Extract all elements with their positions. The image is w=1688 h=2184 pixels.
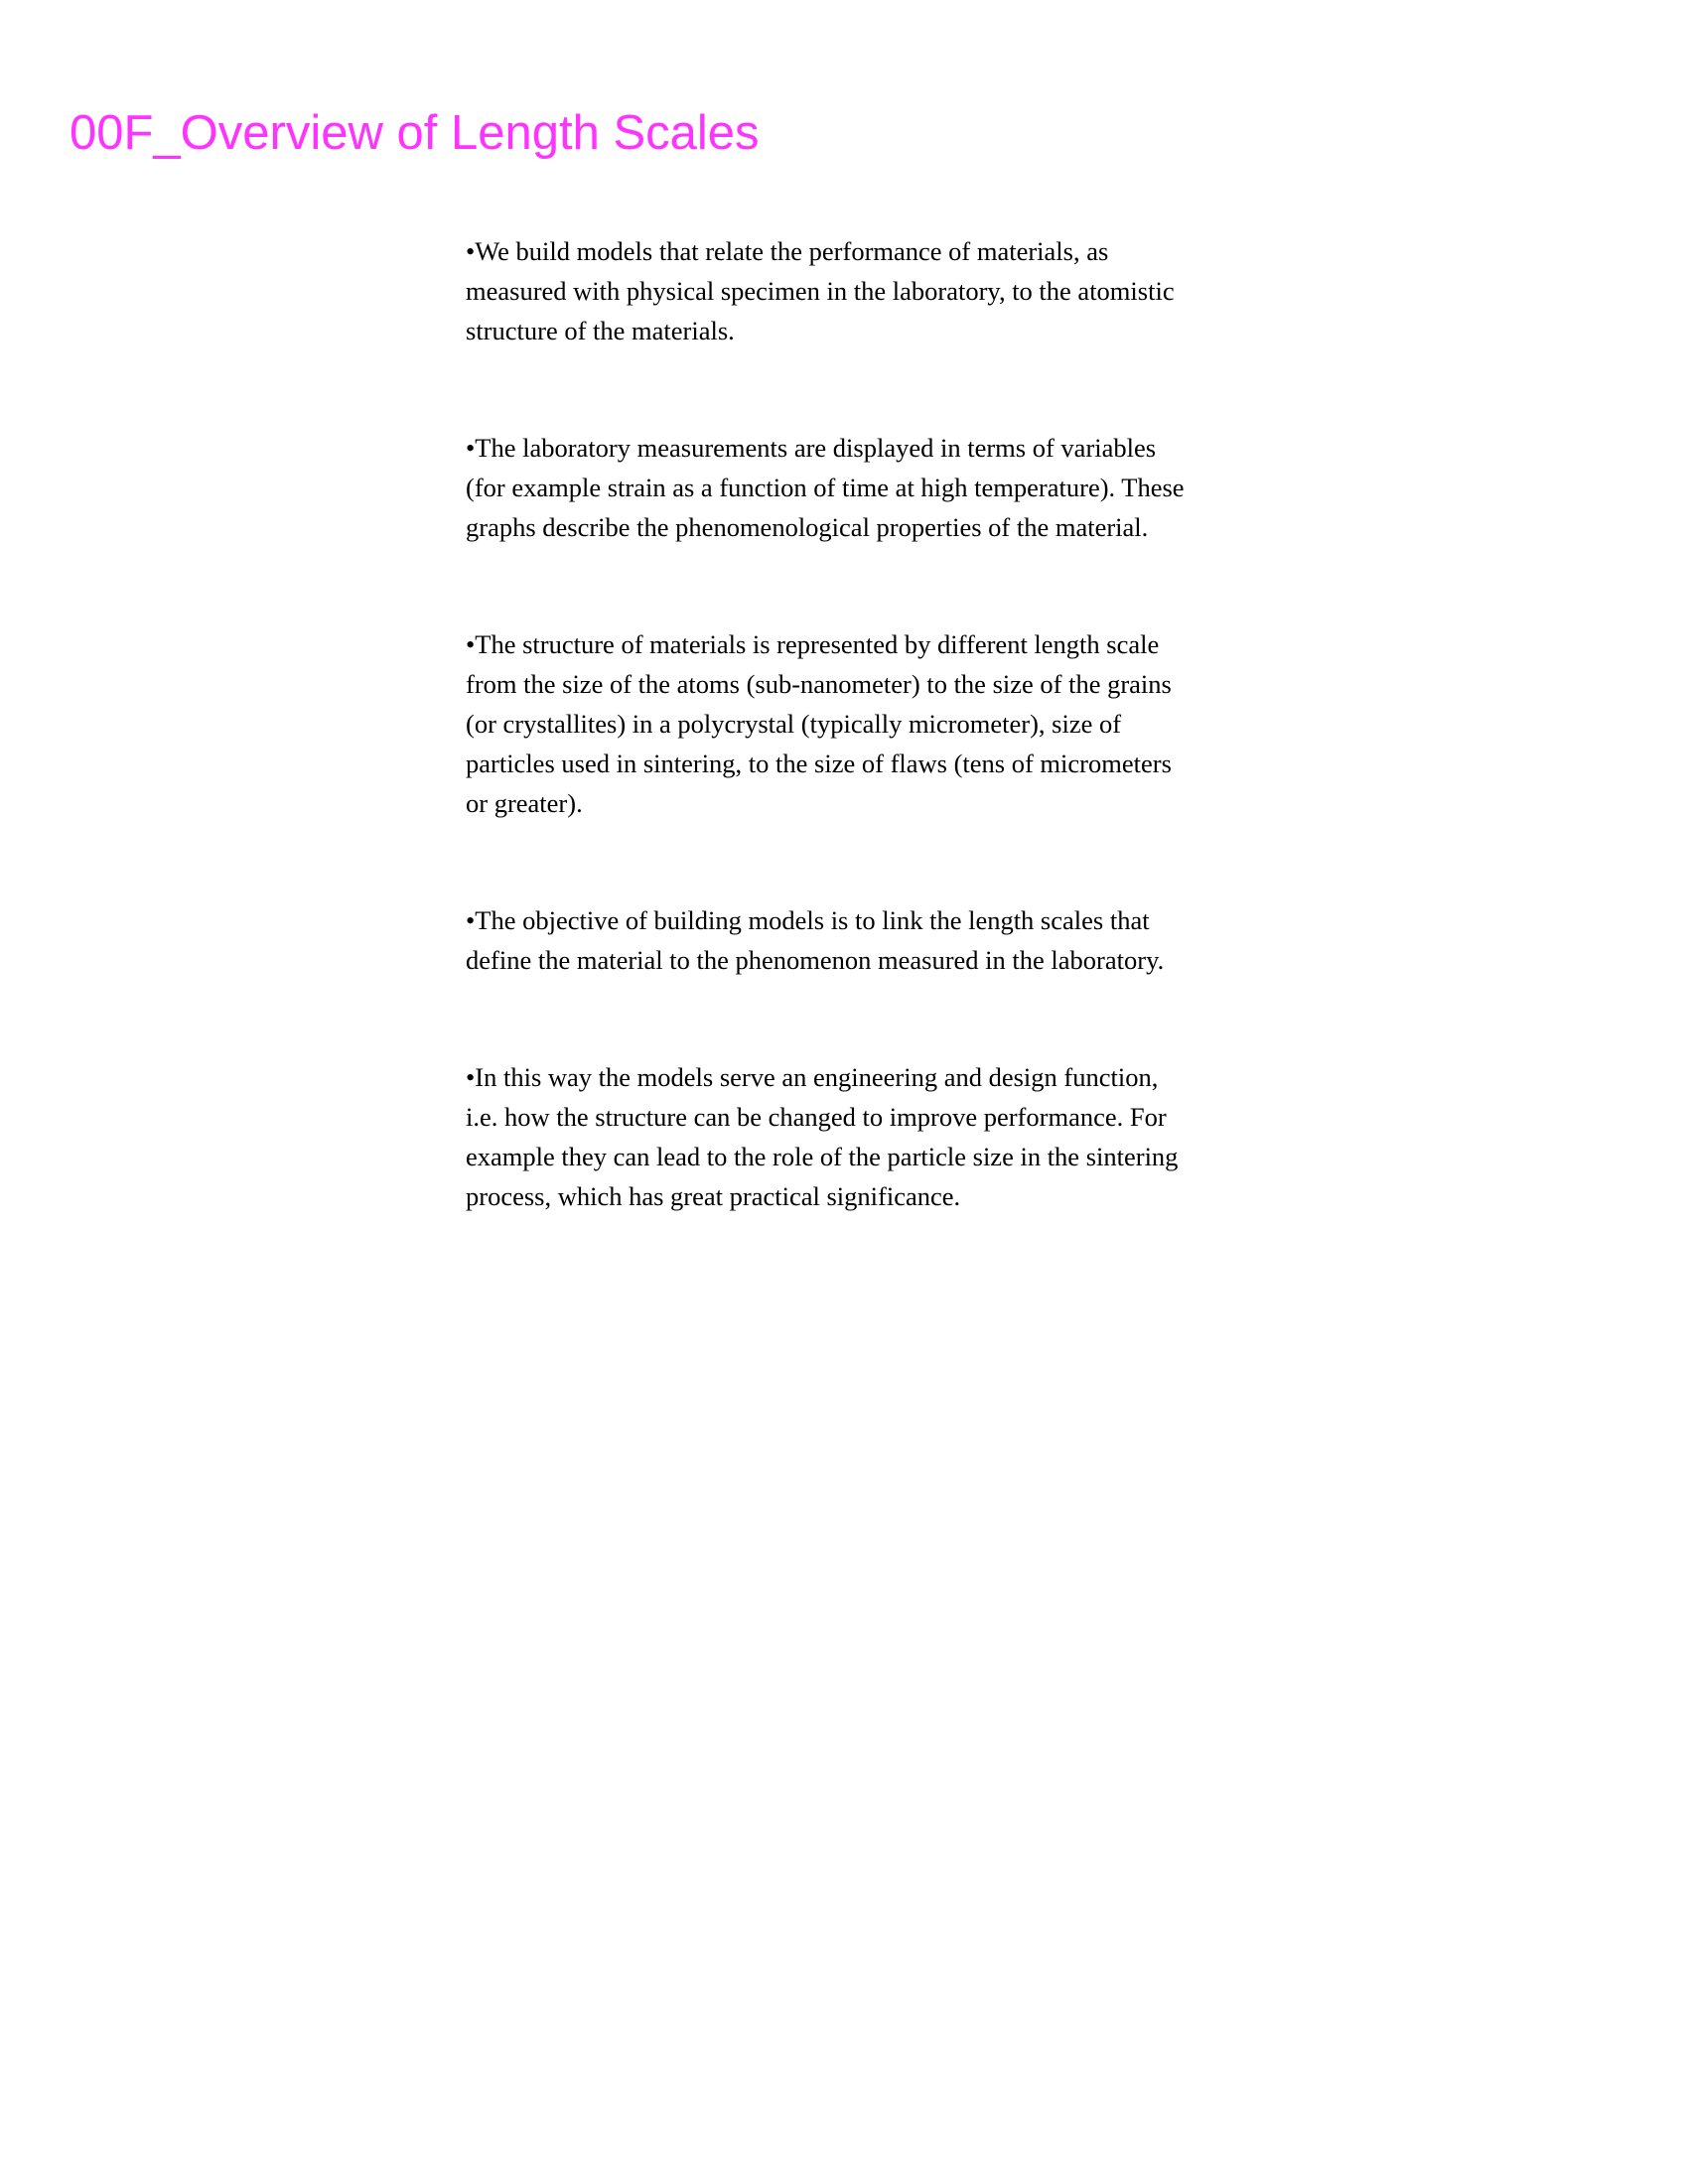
paragraph-structure-length-scales [466,624,1240,823]
text-line: particles used in sintering, to the size of flaws (tens of micrometers [466,749,1172,778]
text-line: measured with physical specimen in the laboratory, to the atomistic [466,276,1175,306]
text-line: •The objective of building models is to link the length scales that [466,905,1150,935]
text-line: process, which has great practical significance. [466,1181,961,1211]
page-title: 00F_Overview of Length Scales [70,106,760,160]
text-line: •The structure of materials is represented by different length scale [466,629,1160,659]
paragraph-engineering-design-function [466,1057,1240,1216]
body-text [466,231,1240,1216]
text-line: or greater). [466,788,583,818]
text-line: (for example strain as a function of time at high temperature). These [466,473,1185,502]
text-line: •In this way the models serve an engineering and design function, [466,1062,1159,1092]
text-line: i.e. how the structure can be changed to improve performance. For [466,1102,1167,1132]
paragraph-models-relate-performance [466,231,1240,350]
text-line: from the size of the atoms (sub-nanometer) to the size of the grains [466,669,1172,699]
paragraph-objective-of-models [466,900,1240,980]
text-line: define the material to the phenomenon measured in the laboratory. [466,945,1165,975]
text-line: (or crystallites) in a polycrystal (typically micrometer), size of [466,709,1122,739]
text-line: graphs describe the phenomenological properties of the material. [466,512,1149,542]
text-line: •The laboratory measurements are displayed in terms of variables [466,433,1157,463]
text-line: example they can lead to the role of the particle size in the sintering [466,1142,1179,1171]
paragraph-laboratory-measurements [466,428,1240,547]
text-line: structure of the materials. [466,316,735,345]
text-line: •We build models that relate the performance of materials, as [466,236,1109,266]
